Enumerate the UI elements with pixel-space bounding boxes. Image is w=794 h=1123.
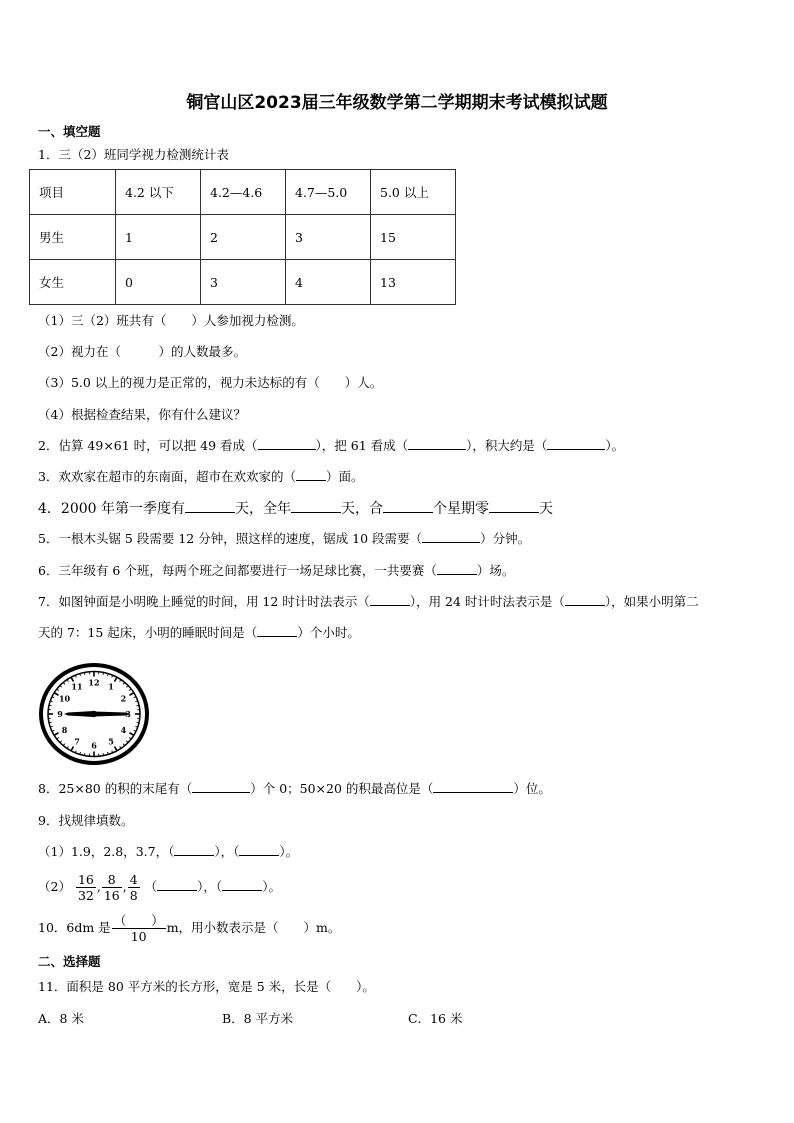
answer-blank[interactable] [433, 792, 513, 793]
section-heading-multiple-choice: 二、选择题 [38, 954, 101, 969]
question-9-title: 9．找规律填数。 [38, 813, 134, 828]
table-cell: 5.0 以上 [371, 170, 456, 215]
answer-blank[interactable] [489, 512, 539, 513]
answer-blank[interactable] [437, 574, 477, 575]
clock-number: 2 [120, 693, 127, 704]
question-4-text: 天 [539, 501, 553, 517]
fraction-16-32 [76, 872, 96, 903]
fraction-blank-over-10[interactable] [112, 913, 166, 944]
fraction-denominator: 8 [129, 888, 138, 903]
option-c[interactable]: C．16 米 [408, 1011, 463, 1026]
table-cell: 4.2 以下 [116, 170, 201, 215]
question-4-text: 天，合 [341, 501, 383, 517]
question-4-text: 天，全年 [235, 501, 291, 517]
clock-tick [103, 753, 104, 755]
answer-blank[interactable] [222, 890, 262, 891]
table-row [30, 260, 456, 305]
question-6-text: 6．三年级有 6 个班，每两个班之间都要进行一场足球比赛，一共要赛（ [38, 563, 437, 578]
question-1-title: 1．三（2）班同学视力检测统计表 [38, 147, 229, 162]
question-6 [38, 563, 514, 579]
fraction-numerator: 8 [102, 872, 122, 888]
answer-blank[interactable] [291, 512, 341, 513]
table-cell: 3 [201, 260, 286, 305]
clock-number: 11 [71, 681, 83, 692]
question-4-text: 4．2000 年第一季度有 [38, 501, 185, 517]
question-3-text: ）面。 [325, 469, 364, 484]
question-8-text: 8．25×80 的积的末尾有（ [38, 781, 193, 796]
answer-blank[interactable] [383, 512, 433, 513]
question-9-part-2: （2） $\frac{16}{32}$ , $\frac{8}{16}$ , $\frac{4}{8}$ （ ），（ ）。 [38, 872, 281, 903]
fraction-denominator: 16 [103, 888, 120, 903]
table-cell: 男生 [30, 215, 116, 260]
question-10-text: m，用小数表示是（ ）m。 [166, 920, 341, 935]
question-2-text: 2．估算 49×61 时，可以把 49 看成（ [38, 438, 258, 453]
clock-number: 9 [57, 709, 63, 719]
answer-blank[interactable] [157, 890, 197, 891]
question-7-text: ）个小时。 [297, 625, 360, 640]
question-4-text: 个星期零 [433, 501, 489, 517]
question-9-label: （2） [38, 879, 71, 894]
question-10 [38, 910, 340, 946]
question-1-part-2: （2）视力在（ ）的人数最多。 [38, 344, 246, 359]
clock-number: 7 [74, 736, 80, 747]
fraction-numerator: 16 [77, 872, 94, 887]
clock-tick [103, 672, 104, 674]
question-7-line-2 [38, 625, 360, 641]
option-a[interactable]: A．8 米 [38, 1011, 84, 1026]
question-3 [38, 469, 363, 485]
table-cell: 3 [286, 215, 371, 260]
fraction-denominator: 32 [77, 888, 94, 903]
question-11: 11．面积是 80 平方米的长方形，宽是 5 米，长是（ ）。 [38, 979, 375, 994]
question-8 [38, 781, 551, 797]
question-9-text: ），（ [214, 844, 240, 859]
clock-number: 6 [91, 740, 97, 751]
question-8-text: ）个 0；50×20 的积最高位是（ [250, 781, 434, 796]
table-cell: 1 [116, 215, 201, 260]
clock-tick [84, 672, 85, 674]
question-2-text: ），积大约是（ [466, 438, 548, 453]
clock-number: 4 [120, 724, 127, 735]
page-title: 铜官山区2023届三年级数学第二学期期末考试模拟试题 [186, 93, 608, 113]
answer-blank[interactable] [565, 605, 605, 606]
answer-blank[interactable] [174, 855, 214, 856]
question-9-text: ）。 [279, 844, 299, 859]
answer-blank[interactable] [258, 449, 316, 450]
clock-center-pin [91, 711, 97, 717]
question-7-text: 7．如图钟面是小明晚上睡觉的时间，用 12 时计时法表示（ [38, 594, 370, 609]
table-header-row [30, 170, 456, 215]
question-7-line-1 [38, 594, 699, 610]
question-4 [38, 500, 553, 518]
question-9-text: ）。 [262, 879, 281, 894]
question-3-text: 3．欢欢家在超市的东南面，超市在欢欢家的（ [38, 469, 296, 484]
question-2-text: ），把 61 看成（ [315, 438, 409, 453]
question-9-text: ），（ [197, 879, 223, 894]
clock-number: 5 [108, 736, 114, 747]
question-6-text: ）场。 [476, 563, 515, 578]
question-7-text: ），用 24 时计时法表示是（ [409, 594, 565, 609]
option-b[interactable]: B．8 平方米 [222, 1011, 294, 1026]
section-heading-fill-blank: 一、填空题 [38, 124, 101, 139]
table-cell: 4 [286, 260, 371, 305]
question-2-text: ）。 [605, 438, 625, 453]
table-cell: 15 [371, 215, 456, 260]
question-5-text: 5．一根木头锯 5 段需要 12 分钟，照这样的速度，锯成 10 段需要（ [38, 531, 423, 546]
clock-tick [84, 753, 85, 755]
fraction-numerator: 4 [129, 872, 138, 887]
fraction-4-8 [128, 872, 140, 903]
table-cell: 女生 [30, 260, 116, 305]
clock-face-image [38, 662, 150, 766]
table-cell: 13 [371, 260, 456, 305]
answer-blank[interactable] [185, 512, 235, 513]
table-cell: 4.2—4.6 [201, 170, 286, 215]
answer-blank[interactable] [422, 542, 480, 543]
answer-blank[interactable] [370, 605, 410, 606]
clock-tick [49, 722, 51, 723]
question-5-text: ）分钟。 [480, 531, 531, 546]
clock-number: 8 [61, 724, 68, 735]
table-cell: 0 [116, 260, 201, 305]
answer-blank[interactable] [547, 449, 605, 450]
clock-number: 1 [108, 681, 114, 692]
question-9-part-1 [38, 844, 298, 860]
question-7-text: ），如果小明第二 [604, 594, 699, 609]
vision-table [29, 169, 456, 305]
fraction-denominator: 10 [130, 929, 147, 944]
question-1-part-1: （1）三（2）班共有（ ）人参加视力检测。 [38, 313, 304, 328]
question-5 [38, 531, 530, 547]
answer-blank[interactable] [257, 636, 297, 637]
clock-tick [49, 705, 51, 706]
clock-tick [137, 705, 139, 706]
question-2 [38, 438, 624, 454]
answer-blank[interactable] [239, 855, 279, 856]
question-10-text: 10．6dm 是 [38, 920, 111, 935]
clock-tick [137, 722, 139, 723]
table-cell: 项目 [30, 170, 116, 215]
table-row [30, 215, 456, 260]
question-8-text: ）位。 [513, 781, 551, 796]
answer-blank[interactable] [296, 480, 326, 481]
clock-number: 10 [58, 693, 71, 704]
question-1-part-4: （4）根据检查结果，你有什么建议？ [38, 407, 246, 422]
clock-number: 12 [88, 677, 100, 688]
question-7-text: 天的 7：15 起床，小明的睡眠时间是（ [38, 625, 258, 640]
answer-blank[interactable] [192, 792, 250, 793]
question-1-part-3: （3）5.0 以上的视力是正常的，视力未达标的有（ ）人。 [38, 375, 383, 390]
question-9-text: （ [144, 879, 158, 894]
answer-blank[interactable] [408, 449, 466, 450]
question-9-text: （1）1.9，2.8，3.7，（ [38, 844, 175, 859]
fraction-8-16 [102, 872, 122, 903]
fraction-numerator-blank[interactable]: （ ） [113, 913, 164, 928]
table-cell: 4.7—5.0 [286, 170, 371, 215]
table-cell: 2 [201, 215, 286, 260]
